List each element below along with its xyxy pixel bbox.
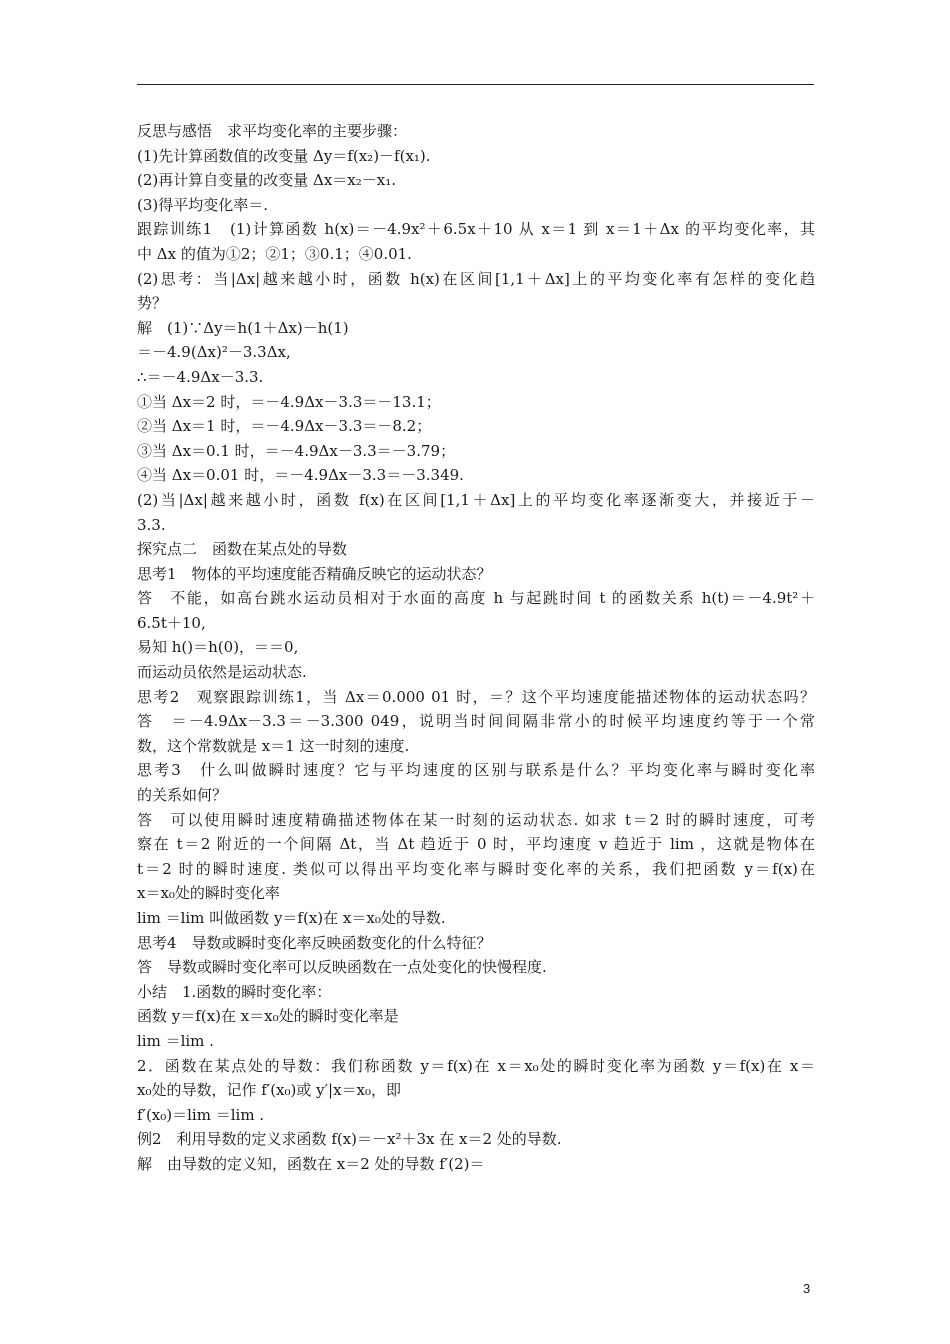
text-line: 势？ <box>137 294 168 313</box>
text-line: (2)再计算自变量的改变量 Δx＝x₂－x₁. <box>137 171 397 190</box>
text-line: 的关系如何？ <box>137 786 228 805</box>
text-line: 思考4 导数或瞬时变化率反映函数变化的什么特征？ <box>137 933 492 952</box>
text-line: ③当 Δx＝0.1 时，＝－4.9Δx－3.3＝－3.79； <box>137 441 456 460</box>
text-line: 中 Δx 的值为①2；②1；③0.1；④0.01. <box>137 244 412 263</box>
text-line: 6.5t＋10, <box>137 613 206 632</box>
header-rule <box>137 84 814 85</box>
text-line: (1)先计算函数值的改变量 Δy＝f(x₂)－f(x₁). <box>137 146 431 165</box>
text-line: ①当 Δx＝2 时，＝－4.9Δx－3.3＝－13.1； <box>137 392 441 411</box>
text-line: 答 可以使用瞬时速度精确描述物体在某一时刻的运动状态. 如求 t＝2 时的瞬时速度，可考 <box>137 810 815 829</box>
text-line: (2)思考：当|Δx|越来越小时，函数 h(x)在区间[1,1＋Δx]上的平均变化率有怎样的变化趋 <box>137 269 815 288</box>
text-line: 解 (1)∵Δy＝h(1＋Δx)－h(1) <box>137 318 349 337</box>
text-line: 跟踪训练1 (1)计算函数 h(x)＝－4.9x²＋6.5x＋10 从 x＝1 到 x＝1＋Δx 的平均变化率，其 <box>137 220 815 239</box>
text-line: 解 由导数的定义知，函数在 x＝2 处的导数 f′(2)＝ <box>137 1154 485 1173</box>
text-line: (3)得平均变化率＝. <box>137 195 269 214</box>
text-line: 小结 1.函数的瞬时变化率： <box>137 982 332 1001</box>
text-line: (2)当|Δx|越来越小时，函数 f(x)在区间[1,1＋Δx]上的平均变化率逐渐变大，并接近于－ <box>137 490 815 509</box>
text-line: lim ＝lim 叫做函数 y＝f(x)在 x＝x₀处的导数. <box>137 909 446 927</box>
text-line: 察在 t＝2 附近的一个间隔 Δt，当 Δt 趋近于 0 时，平均速度 v 趋近于 lim ，这就是物体在 <box>137 835 815 854</box>
text-line: 反思与感悟 求平均变化率的主要步骤： <box>137 122 408 140</box>
text-line: 思考3 什么叫做瞬时速度？它与平均速度的区别与联系是什么？平均变化率与瞬时变化率 <box>137 761 815 780</box>
text-line: 函数 y＝f(x)在 x＝x₀处的瞬时变化率是 <box>137 1007 399 1026</box>
text-line: 答 ＝－4.9Δx－3.3＝－3.300 049，说明当时间间隔非常小的时候平均速度约等于一个常 <box>137 712 815 731</box>
text-line: 数，这个常数就是 x＝1 这一时刻的速度. <box>137 736 410 755</box>
text-line: 答 导数或瞬时变化率可以反映函数在一点处变化的快慢程度. <box>137 958 547 977</box>
text-line: 3.3. <box>137 515 166 534</box>
text-line: ＝－4.9(Δx)²－3.3Δx, <box>137 343 291 362</box>
text-line: t＝2 时的瞬时速度. 类似可以得出平均变化率与瞬时变化率的关系，我们把函数 y＝f(x)在 <box>137 859 815 878</box>
text-line: f′(x₀)＝lim ＝lim . <box>137 1105 265 1124</box>
text-line: 思考1 物体的平均速度能否精确反映它的运动状态？ <box>137 564 492 583</box>
text-line: lim ＝lim . <box>137 1031 214 1050</box>
text-line: 例2 利用导数的定义求函数 f(x)＝－x²＋3x 在 x＝2 处的导数. <box>137 1130 562 1149</box>
document-body <box>137 119 815 1177</box>
text-line: ②当 Δx＝1 时，＝－4.9Δx－3.3＝－8.2； <box>137 417 432 436</box>
text-line: 2．函数在某点处的导数：我们称函数 y＝f(x)在 x＝x₀处的瞬时变化率为函数 y＝f(x)在 x＝ <box>137 1056 815 1075</box>
text-line: x₀处的导数，记作 f′(x₀)或 y′|x＝x₀，即 <box>137 1081 402 1100</box>
page-number: 3 <box>803 1281 811 1296</box>
text-line: x＝x₀处的瞬时变化率 <box>137 884 280 903</box>
text-line: 思考2 观察跟踪训练1，当 Δx＝0.000 01 时，＝？这个平均速度能描述物体的运动状态吗？ <box>137 687 815 706</box>
text-line: ∴＝－4.9Δx－3.3. <box>137 367 264 386</box>
text-line: 探究点二 函数在某点处的导数 <box>137 540 348 559</box>
text-line: 而运动员依然是运动状态. <box>137 663 307 682</box>
text-line: 答 不能，如高台跳水运动员相对于水面的高度 h 与起跳时间 t 的函数关系 h(t)＝－4.9t²＋ <box>137 589 815 608</box>
text-line: ④当 Δx＝0.01 时，＝－4.9Δx－3.3＝－3.349. <box>137 466 464 485</box>
text-line: 易知 h()＝h(0)，＝＝0, <box>137 638 299 657</box>
